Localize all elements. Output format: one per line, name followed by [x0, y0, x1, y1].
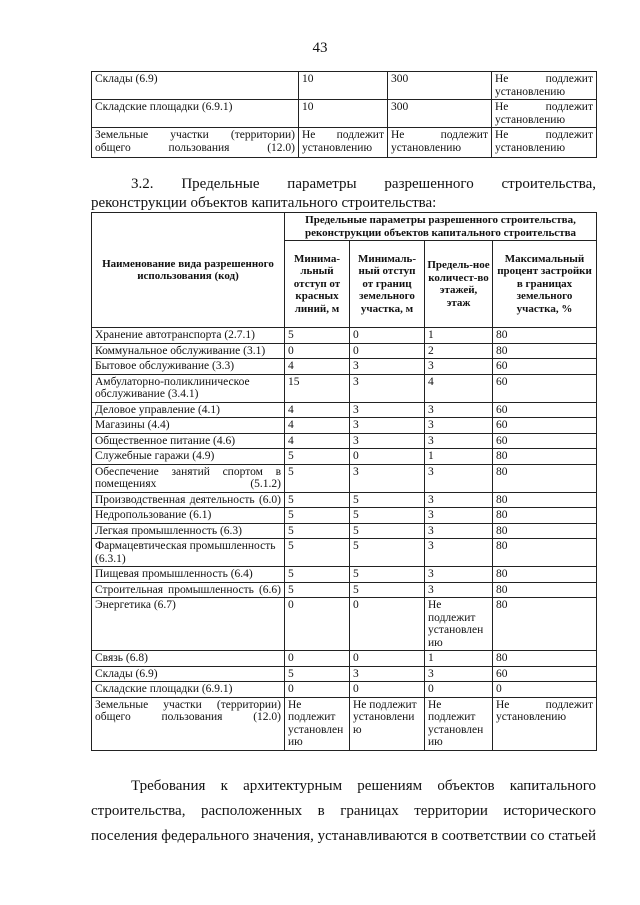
paragraph-line: строительства, расположенных в границах территории исторического — [91, 803, 596, 819]
value-cell: 3 — [425, 666, 493, 682]
value-cell: Не подлежит установлению — [388, 128, 492, 158]
use-type-cell: Магазины (4.4) — [92, 418, 285, 434]
value-cell: 2 — [425, 343, 493, 359]
value-cell: 0 — [285, 343, 350, 359]
value-cell: Не подлежит установлен ию — [425, 697, 493, 750]
table-row — [92, 697, 597, 750]
value-cell: Не подлежит установлен ию — [285, 697, 350, 750]
value-cell: 3 — [425, 464, 493, 492]
use-type-cell: Строительная промышленность (6.6) — [92, 582, 285, 598]
use-type-cell: Складские площадки (6.9.1) — [92, 682, 285, 698]
table-row — [92, 598, 597, 651]
value-cell: 5 — [285, 523, 350, 539]
use-type-cell: Легкая промышленность (6.3) — [92, 523, 285, 539]
use-type-cell: Недропользование (6.1) — [92, 508, 285, 524]
value-cell: 0 — [350, 328, 425, 344]
header-group: Предельные параметры разрешенного строительства, реконструкции объектов капитального строительства — [285, 213, 597, 241]
use-type-cell: Общественное питание (4.6) — [92, 433, 285, 449]
value-cell: 3 — [350, 666, 425, 682]
value-cell: 60 — [493, 433, 597, 449]
value-cell: 80 — [493, 539, 597, 567]
use-type-cell: Связь (6.8) — [92, 651, 285, 667]
use-type-cell: Бытовое обслуживание (3.3) — [92, 359, 285, 375]
value-cell: 80 — [493, 449, 597, 465]
value-cell: 80 — [493, 328, 597, 344]
value-cell: 5 — [285, 508, 350, 524]
paragraph-line: поселения федерального значения, устанавливаются в соответствии со статьей — [91, 828, 596, 844]
value-cell: 3 — [350, 374, 425, 402]
value-cell: Не подлежит установлению — [492, 128, 597, 158]
value-cell: 0 — [285, 682, 350, 698]
value-cell: 15 — [285, 374, 350, 402]
value-cell: 60 — [493, 359, 597, 375]
value-cell: 80 — [493, 582, 597, 598]
table-row — [92, 508, 597, 524]
value-cell: 4 — [425, 374, 493, 402]
value-cell: 3 — [350, 359, 425, 375]
value-cell: 10 — [299, 72, 388, 100]
value-cell: 5 — [285, 666, 350, 682]
use-type-cell: Хранение автотранспорта (2.7.1) — [92, 328, 285, 344]
table-row — [92, 418, 597, 434]
value-cell: 0 — [425, 682, 493, 698]
use-type-cell: Энергетика (6.7) — [92, 598, 285, 651]
table-row — [92, 539, 597, 567]
table-row — [92, 464, 597, 492]
page-number: 43 — [312, 40, 328, 56]
use-type-cell: Пищевая промышленность (6.4) — [92, 567, 285, 583]
value-cell: 5 — [285, 464, 350, 492]
value-cell: 1 — [425, 651, 493, 667]
value-cell: 4 — [285, 359, 350, 375]
table-row — [92, 651, 597, 667]
value-cell: 3 — [425, 492, 493, 508]
value-cell: 300 — [388, 100, 492, 128]
value-cell: 5 — [350, 492, 425, 508]
use-type-cell: Деловое управление (4.1) — [92, 402, 285, 418]
use-type-cell: Склады (6.9) — [92, 666, 285, 682]
section-heading-line: 3.2. Предельные параметры разрешенного строительства, — [131, 176, 596, 192]
header-setback-red-lines: Минима-льный отступ от красных линий, м — [285, 241, 350, 328]
table-row — [92, 343, 597, 359]
use-type-cell: Обеспечение занятий спортом в помещениях (5.1.2) — [92, 464, 285, 492]
value-cell: 3 — [350, 418, 425, 434]
value-cell: 3 — [425, 582, 493, 598]
parameters-table — [91, 212, 597, 751]
table-row — [92, 433, 597, 449]
value-cell: 3 — [425, 433, 493, 449]
use-type-cell: Склады (6.9) — [92, 72, 299, 100]
use-type-cell: Складские площадки (6.9.1) — [92, 100, 299, 128]
value-cell: 3 — [350, 402, 425, 418]
value-cell: 1 — [425, 449, 493, 465]
value-cell: 3 — [425, 567, 493, 583]
value-cell: 3 — [350, 433, 425, 449]
value-cell: 0 — [285, 598, 350, 651]
value-cell: 60 — [493, 418, 597, 434]
value-cell: 80 — [493, 464, 597, 492]
value-cell: 3 — [425, 539, 493, 567]
use-type-cell: Земельные участки (территории) общего пользования (12.0) — [92, 128, 299, 158]
use-type-cell: Амбулаторно-поликлиническое обслуживание (3.4.1) — [92, 374, 285, 402]
value-cell: 3 — [425, 508, 493, 524]
value-cell: 5 — [285, 449, 350, 465]
table-row — [92, 449, 597, 465]
value-cell: 5 — [350, 567, 425, 583]
section-heading — [91, 175, 596, 213]
value-cell: 80 — [493, 567, 597, 583]
table-row — [92, 666, 597, 682]
table-row — [92, 682, 597, 698]
value-cell: 4 — [285, 418, 350, 434]
value-cell: 5 — [285, 582, 350, 598]
value-cell: 0 — [493, 682, 597, 698]
value-cell: 0 — [285, 651, 350, 667]
value-cell: 80 — [493, 651, 597, 667]
value-cell: 5 — [350, 508, 425, 524]
table-row — [92, 492, 597, 508]
paragraph-line: Требования к архитектурным решениям объектов капитального — [131, 778, 596, 794]
value-cell: 80 — [493, 598, 597, 651]
value-cell: Не подлежит установлению — [492, 100, 597, 128]
table-row — [92, 359, 597, 375]
header-use-type: Наименование вида разрешенного использования (код) — [92, 213, 285, 328]
use-type-cell: Земельные участки (территории) общего пользования (12.0) — [92, 697, 285, 750]
closing-paragraph — [91, 774, 596, 849]
value-cell: 80 — [493, 492, 597, 508]
value-cell: 5 — [285, 492, 350, 508]
value-cell: 300 — [388, 72, 492, 100]
continued-parameters-table — [91, 71, 597, 158]
value-cell: 60 — [493, 666, 597, 682]
table-row — [92, 582, 597, 598]
value-cell: 5 — [350, 539, 425, 567]
value-cell: 1 — [425, 328, 493, 344]
value-cell: Не подлежит установлению — [493, 697, 597, 750]
use-type-cell: Фармацевтическая промышленность (6.3.1) — [92, 539, 285, 567]
header-floors: Предель-ное количест-во этажей, этаж — [425, 241, 493, 328]
header-setback-plot: Минималь-ный отступ от границ земельного участка, м — [350, 241, 425, 328]
value-cell: 80 — [493, 343, 597, 359]
value-cell: Не подлежит установлени ю — [350, 697, 425, 750]
table-row — [92, 402, 597, 418]
table-row — [92, 328, 597, 344]
value-cell: 4 — [285, 433, 350, 449]
value-cell: 0 — [350, 449, 425, 465]
table-row — [92, 374, 597, 402]
value-cell: 5 — [285, 328, 350, 344]
section-heading-line: реконструкции объектов капитального строительства: — [91, 195, 437, 211]
value-cell: 3 — [425, 402, 493, 418]
value-cell: 3 — [425, 418, 493, 434]
value-cell: Не подлежит установлению — [492, 72, 597, 100]
value-cell: 3 — [350, 464, 425, 492]
value-cell: 0 — [350, 682, 425, 698]
value-cell: 0 — [350, 651, 425, 667]
value-cell: Не подлежит установлению — [299, 128, 388, 158]
value-cell: 5 — [350, 523, 425, 539]
value-cell: 80 — [493, 523, 597, 539]
table-row — [92, 128, 597, 158]
value-cell: 3 — [425, 523, 493, 539]
value-cell: 60 — [493, 374, 597, 402]
table-row — [92, 567, 597, 583]
value-cell: 80 — [493, 508, 597, 524]
table-row — [92, 523, 597, 539]
header-row — [92, 213, 597, 241]
value-cell: 5 — [285, 567, 350, 583]
value-cell: 10 — [299, 100, 388, 128]
header-coverage: Максимальный процент застройки в границах земельного участка, % — [493, 241, 597, 328]
value-cell: 4 — [285, 402, 350, 418]
value-cell: 5 — [350, 582, 425, 598]
value-cell: 60 — [493, 402, 597, 418]
value-cell: 0 — [350, 598, 425, 651]
table-row — [92, 100, 597, 128]
table-row — [92, 72, 597, 100]
value-cell: Не подлежит установлен ию — [425, 598, 493, 651]
value-cell: 0 — [350, 343, 425, 359]
use-type-cell: Коммунальное обслуживание (3.1) — [92, 343, 285, 359]
use-type-cell: Производственная деятельность (6.0) — [92, 492, 285, 508]
value-cell: 5 — [285, 539, 350, 567]
value-cell: 3 — [425, 359, 493, 375]
use-type-cell: Служебные гаражи (4.9) — [92, 449, 285, 465]
